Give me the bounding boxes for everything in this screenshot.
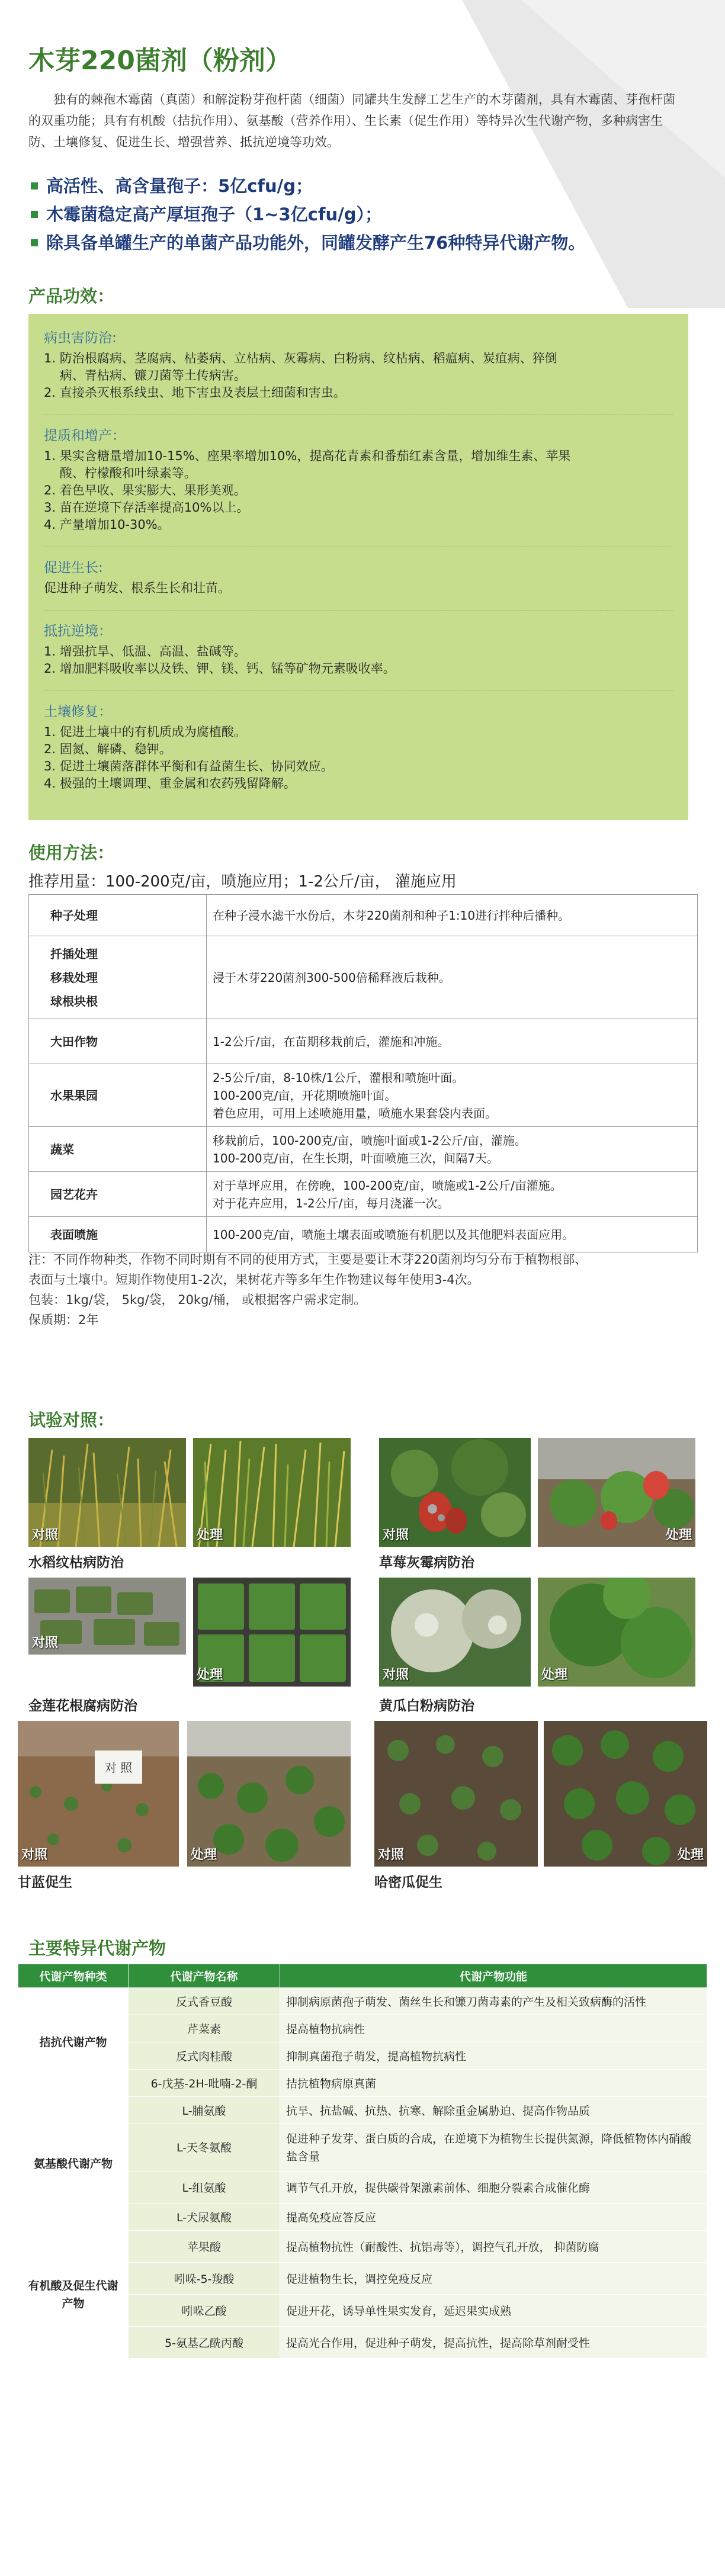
bullet-icon: [31, 211, 38, 218]
treated-label: 处理: [191, 1848, 217, 1862]
metabolite-function: 提高植物抗性（耐酸性、抗铝毒等），调控气孔开放， 抑菌防腐: [280, 2231, 707, 2263]
rice-control-photo: [28, 1438, 186, 1547]
metabolite-name: 吲哚-5-羧酸: [129, 2263, 280, 2295]
metabolite-name: 5-氨基乙酰丙酸: [129, 2327, 280, 2359]
metabolite-function: 拮抗植物病原真菌: [280, 2070, 707, 2097]
metabolite-name: 反式肉桂酸: [129, 2042, 280, 2070]
metabolite-function: 抑制病原菌孢子萌发、菌丝生长和镰刀菌毒素的产生及相关致病酶的活性: [280, 1988, 707, 2015]
treated-label: 处理: [197, 1528, 223, 1543]
metabolite-function: 提高免疫应答反应: [280, 2204, 707, 2231]
efficacy-block-growth: 促进生长: 促进种子萌发、根系生长和壮苗。: [44, 560, 230, 595]
table-row: [18, 1988, 707, 2015]
caption-melon: 哈密瓜促生: [374, 1875, 442, 1890]
metabolite-name: 苹果酸: [129, 2231, 280, 2263]
table-row: [18, 2231, 707, 2263]
control-label: 对照: [383, 1528, 409, 1543]
metabolite-function: 提高植物抗病性: [280, 2015, 707, 2042]
strawberry-control-photo: [379, 1438, 531, 1547]
cucumber-control-photo: [379, 1578, 531, 1687]
usage-desc: 浸于木芽220菌剂300-500倍稀释液后栽种。: [207, 936, 698, 1019]
metabolite-name: L-天冬氨酸: [129, 2124, 280, 2172]
bullet-icon: [31, 239, 38, 246]
category-cell: 氨基酸代谢产物: [18, 2097, 129, 2231]
column-header: 代谢产物功能: [280, 1964, 707, 1988]
control-label: 对照: [21, 1848, 48, 1862]
usage-key: 表面喷施: [29, 1217, 207, 1252]
usage-section-title: 使用方法：: [28, 843, 115, 863]
rice-treated-photo: [193, 1438, 351, 1547]
product-title: 木芽220菌剂（粉剂）: [28, 46, 291, 76]
caption-cucumber: 黄瓜白粉病防治: [379, 1698, 474, 1714]
usage-desc: 100-200克/亩，喷施土壤表面或喷施有机肥以及其他肥料表面应用。: [207, 1217, 698, 1252]
treated-label: 处理: [541, 1668, 568, 1682]
metabolite-name: 吲哚乙酸: [129, 2295, 280, 2327]
trial-section-title: 试验对照：: [28, 1410, 115, 1430]
table-row: [29, 1172, 698, 1217]
table-row: [18, 2097, 707, 2124]
control-label: 对照: [32, 1636, 59, 1650]
table-row: [29, 1019, 698, 1064]
usage-notes: 注：不同作物种类，作物不同时期有不同的使用方式，主要是要让木芽220菌剂均匀分布于植物根部、 表面与土壤中。短期作物使用1-2次，果树花卉等多年生作物建议每年使用3-4次。 包装：1kg/袋， 5kg/袋， 20kg/桶， 或根据客户需求定制。 保质期：2年: [28, 1252, 588, 1327]
metabolite-function: 促进植物生长，调控免疫反应: [280, 2263, 707, 2295]
usage-key: 水果果园: [29, 1064, 207, 1127]
metabolite-function: 抗旱、抗盐碱、抗热、抗寒、解除重金属胁迫、提高作物品质: [280, 2097, 707, 2124]
metabolite-name: 6-戊基-2H-吡喃-2-酮: [129, 2070, 280, 2097]
metabolite-function: 促进开花，诱导单性果实发育，延迟果实成熟: [280, 2295, 707, 2327]
control-label: 对照: [383, 1668, 409, 1682]
field-sign: 对 照: [104, 1761, 133, 1775]
metabolites-section-title: 主要特异代谢产物: [28, 1938, 166, 1958]
treated-label: 处理: [197, 1668, 223, 1682]
melon-control-photo: [374, 1721, 538, 1867]
usage-key: 扦插处理 移栽处理 球根块根: [29, 936, 207, 1019]
usage-desc: 1-2公斤/亩，在苗期移栽前后，灌施和冲施。: [207, 1019, 698, 1064]
dosage-text: 推荐用量：100-200克/亩，喷施应用；1-2公斤/亩， 灌施应用: [28, 873, 457, 891]
category-cell: 有机酸及促生代谢产物: [18, 2231, 129, 2359]
metabolite-function: 提高光合作用，促进种子萌发，提高抗性，提高除草剂耐受性: [280, 2327, 707, 2359]
highlights-list: [28, 172, 698, 257]
usage-key: 种子处理: [29, 895, 207, 936]
control-label: 对照: [32, 1528, 59, 1543]
metabolite-function: 促进种子发芽、蛋白质的合成，在逆境下为植物生长提供氮源，降低植物体内硝酸盐含量: [280, 2124, 707, 2172]
control-label: 对照: [378, 1848, 405, 1862]
efficacy-panel: [28, 314, 688, 820]
metabolites-table: [18, 1964, 707, 2359]
sweetpotato-control-photo: [18, 1721, 179, 1867]
highlight-item: 除具备单罐生产的单菌产品功能外，同罐发酵产生76种特异代谢产物。: [28, 229, 698, 257]
usage-desc: 2-5公斤/亩，8-10株/1公斤，灌根和喷施叶面。 100-200克/亩，开花期喷施叶面。 着色应用，可用上述喷施用量，喷施水果套袋内表面。: [207, 1064, 698, 1127]
usage-key: 大田作物: [29, 1019, 207, 1064]
usage-desc: 在种子浸水滤干水份后，木芽220菌剂和种子1:10进行拌种后播种。: [207, 895, 698, 936]
metabolite-name: L-脯氨酸: [129, 2097, 280, 2124]
efficacy-block-pest: 病虫害防治: 1. 防治根腐病、茎腐病、枯萎病、立枯病、灰霉病、白粉病、纹枯病、稻瘟病、炭疽病、猝倒 病、青枯病、镰刀菌等土传病害。 2. 直接杀灭根系线虫、地下害虫及表层土细菌和害虫。: [44, 330, 557, 400]
table-row: [29, 895, 698, 936]
treated-label: 处理: [665, 1528, 692, 1543]
efficacy-section-title: 产品功效：: [28, 286, 115, 306]
cucumber-treated-photo: [538, 1578, 695, 1687]
caption-rice: 水稻纹枯病防治: [28, 1555, 124, 1570]
caption-strawberry: 草莓灰霉病防治: [379, 1555, 474, 1570]
bullet-icon: [31, 182, 38, 189]
strawberry-treated-photo: [538, 1438, 695, 1547]
table-row: [29, 1064, 698, 1127]
table-row: [29, 1127, 698, 1172]
usage-desc: 对于草坪应用，在傍晚，100-200克/亩，喷施或1-2公斤/亩灌施。 对于花卉应用，1-2公斤/亩，每月浇灌一次。: [207, 1172, 698, 1217]
category-cell: 拮抗代谢产物: [18, 1988, 129, 2097]
metabolite-function: 抑制真菌孢子萌发，提高植物抗病性: [280, 2042, 707, 2070]
table-header-row: [18, 1964, 707, 1988]
efficacy-block-soil: 土壤修复： 1. 促进土壤中的有机质成为腐植酸。 2. 固氮、解磷、稳钾。 3. 促进土壤菌落群体平衡和有益菌生长、协同效应。 4. 极强的土壤调理、重金属和农药残留降解。: [44, 704, 333, 791]
metabolite-name: 芹菜素: [129, 2015, 280, 2042]
usage-desc: 移栽前后，100-200克/亩，喷施叶面或1-2公斤/亩，灌施。 100-200克/亩，在生长期，叶面喷施三次，间隔7天。: [207, 1127, 698, 1172]
efficacy-block-yield: 提质和增产： 1. 果实含糖量增加10-15%、座果率增加10%，提高花青素和番茄红素含量，增加维生素、苹果 酸、柠檬酸和叶绿素等。 2. 着色早收、果实膨大、果形美观。 3. 苗在逆境下存活率提高10%以上。 4. 产量增加10-30%。: [44, 428, 571, 532]
sweetpotato-treated-photo: [187, 1721, 351, 1867]
product-intro: 独有的棘孢木霉菌（真菌）和解淀粉芽孢杆菌（细菌）同罐共生发酵工艺生产的木芽菌剂，具有木霉菌、芽孢杆菌的双重功能；具有有机酸（拮抗作用）、氨基酸（营养作用）、生长素（促生作用）等特异次生代谢产物，多种病害生防、土壤修复、促进生长、增强营养、抵抗逆境等功效。: [28, 92, 675, 149]
metabolite-name: L-犬尿氨酸: [129, 2204, 280, 2231]
table-row: [29, 936, 698, 1019]
usage-table: [28, 894, 698, 1252]
marigold-control-photo: [28, 1578, 186, 1655]
usage-key: 蔬菜: [29, 1127, 207, 1172]
metabolite-function: 调节气孔开放，提供碳骨架激素前体、细胞分裂素合成催化酶: [280, 2172, 707, 2204]
highlight-item: 木霉菌稳定高产厚垣孢子（1~3亿cfu/g）；: [28, 200, 698, 229]
efficacy-block-stress: 抵抗逆境： 1. 增强抗旱、低温、高温、盐碱等。 2. 增加肥料吸收率以及铁、钾、镁、钙、锰等矿物元素吸收率。: [44, 624, 396, 676]
caption-marigold: 金莲花根腐病防治: [28, 1698, 137, 1714]
usage-key: 园艺花卉: [29, 1172, 207, 1217]
treated-label: 处理: [677, 1848, 704, 1862]
metabolite-name: 反式香豆酸: [129, 1988, 280, 2015]
caption-sweetpotato: 甘蓝促生: [18, 1875, 72, 1890]
marigold-treated-photo: [193, 1578, 351, 1687]
highlight-item: 高活性、高含量孢子：5亿cfu/g；: [28, 172, 698, 200]
melon-treated-photo: [544, 1721, 707, 1867]
metabolite-name: L-组氨酸: [129, 2172, 280, 2204]
column-header: 代谢产物种类: [18, 1964, 129, 1988]
column-header: 代谢产物名称: [129, 1964, 280, 1988]
table-row: [29, 1217, 698, 1252]
